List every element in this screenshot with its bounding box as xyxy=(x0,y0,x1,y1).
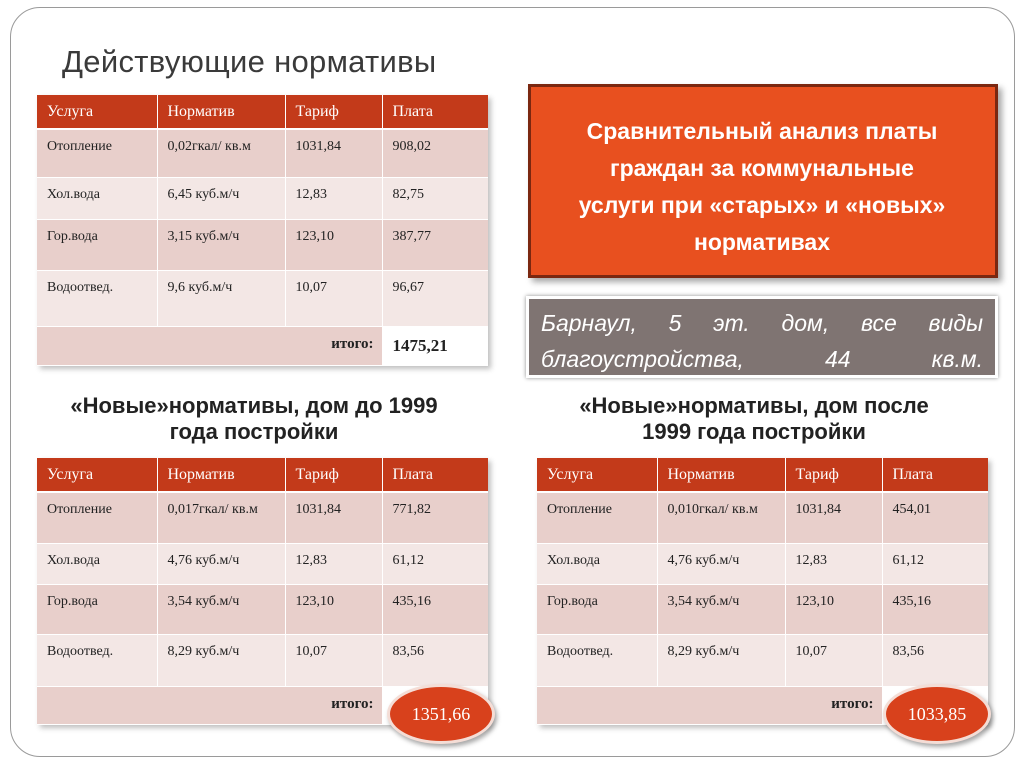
cell-tariff: 1031,84 xyxy=(285,492,382,543)
header-norm: Норматив xyxy=(657,458,785,492)
cell-service: Отопление xyxy=(37,492,157,543)
header-service: Услуга xyxy=(37,95,157,129)
cell-tariff: 12,83 xyxy=(285,543,382,584)
header-tariff: Тариф xyxy=(285,95,382,129)
cell-service: Водоотвед. xyxy=(537,634,657,686)
table-new-before-1999 xyxy=(37,458,488,725)
caption-line: года постройки xyxy=(169,419,339,444)
cell-norm: 4,76 куб.м/ч xyxy=(657,543,785,584)
header-tariff: Тариф xyxy=(785,458,882,492)
cell-tariff: 123,10 xyxy=(285,584,382,634)
cell-tariff: 10,07 xyxy=(285,634,382,686)
cell-pay: 61,12 xyxy=(882,543,988,584)
header-service: Услуга xyxy=(37,458,157,492)
info-line: нормативах xyxy=(693,229,830,255)
cell-tariff: 12,83 xyxy=(785,543,882,584)
cell-tariff: 10,07 xyxy=(785,634,882,686)
total-badge-before-1999: 1351,66 xyxy=(387,684,495,744)
cell-service: Хол.вода xyxy=(37,177,157,219)
table-row xyxy=(537,634,988,686)
table-row xyxy=(37,177,488,219)
header-norm: Норматив xyxy=(157,95,285,129)
cell-pay: 435,16 xyxy=(882,584,988,634)
analysis-info-box xyxy=(528,84,998,278)
cell-service: Отопление xyxy=(537,492,657,543)
cell-pay: 454,01 xyxy=(882,492,988,543)
cell-pay: 771,82 xyxy=(382,492,488,543)
header-pay: Плата xyxy=(882,458,988,492)
cell-tariff: 1031,84 xyxy=(285,129,382,177)
cell-norm: 0,017гкал/ кв.м xyxy=(157,492,285,543)
cell-norm: 6,45 куб.м/ч xyxy=(157,177,285,219)
caption-after-1999 xyxy=(520,393,988,445)
cell-norm: 8,29 куб.м/ч xyxy=(157,634,285,686)
caption-line: «Новые»нормативы, дом до 1999 xyxy=(70,393,438,418)
cell-norm: 9,6 куб.м/ч xyxy=(157,270,285,326)
cell-norm: 3,54 куб.м/ч xyxy=(157,584,285,634)
cell-service: Хол.вода xyxy=(37,543,157,584)
info-line: граждан за коммунальные xyxy=(610,155,914,181)
cell-pay: 83,56 xyxy=(382,634,488,686)
table-row xyxy=(37,219,488,270)
cell-tariff: 12,83 xyxy=(285,177,382,219)
cell-norm: 8,29 куб.м/ч xyxy=(657,634,785,686)
table-row xyxy=(37,492,488,543)
header-pay: Плата xyxy=(382,95,488,129)
cell-pay: 435,16 xyxy=(382,584,488,634)
cell-service: Водоотвед. xyxy=(37,634,157,686)
city-info-box xyxy=(526,296,998,378)
table-row xyxy=(537,543,988,584)
total-label: итого: xyxy=(537,686,882,724)
cell-service: Гор.вода xyxy=(37,219,157,270)
total-value: 1475,21 xyxy=(382,326,488,365)
table-row xyxy=(537,492,988,543)
cell-norm: 3,54 куб.м/ч xyxy=(657,584,785,634)
cell-tariff: 123,10 xyxy=(785,584,882,634)
city-line: Барнаул, 5 эт. дом, все виды xyxy=(541,310,983,336)
cell-service: Гор.вода xyxy=(537,584,657,634)
cell-service: Хол.вода xyxy=(537,543,657,584)
caption-before-1999 xyxy=(20,393,488,445)
table-row xyxy=(37,584,488,634)
total-badge-after-1999: 1033,85 xyxy=(883,684,991,744)
cell-norm: 3,15 куб.м/ч xyxy=(157,219,285,270)
total-label: итого: xyxy=(37,686,382,724)
table-row xyxy=(37,634,488,686)
cell-tariff: 1031,84 xyxy=(785,492,882,543)
header-pay: Плата xyxy=(382,458,488,492)
header-norm: Норматив xyxy=(157,458,285,492)
header-tariff: Тариф xyxy=(285,458,382,492)
cell-tariff: 123,10 xyxy=(285,219,382,270)
cell-pay: 387,77 xyxy=(382,219,488,270)
total-label: итого: xyxy=(37,326,382,365)
page-title: Действующие нормативы xyxy=(62,44,437,79)
caption-line: «Новые»нормативы, дом после xyxy=(579,393,929,418)
cell-pay: 96,67 xyxy=(382,270,488,326)
cell-pay: 908,02 xyxy=(382,129,488,177)
header-service: Услуга xyxy=(537,458,657,492)
cell-norm: 4,76 куб.м/ч xyxy=(157,543,285,584)
table-row xyxy=(537,584,988,634)
table-row xyxy=(37,129,488,177)
caption-line: 1999 года постройки xyxy=(642,419,866,444)
cell-service: Водоотвед. xyxy=(37,270,157,326)
cell-pay: 83,56 xyxy=(882,634,988,686)
info-line: услуги при «старых» и «новых» xyxy=(578,192,946,218)
table-current-norms xyxy=(37,95,488,366)
cell-tariff: 10,07 xyxy=(285,270,382,326)
cell-service: Гор.вода xyxy=(37,584,157,634)
cell-service: Отопление xyxy=(37,129,157,177)
city-line: благоустройства, 44 кв.м. xyxy=(541,346,983,372)
cell-pay: 82,75 xyxy=(382,177,488,219)
cell-norm: 0,02гкал/ кв.м xyxy=(157,129,285,177)
cell-pay: 61,12 xyxy=(382,543,488,584)
table-row xyxy=(37,270,488,326)
cell-norm: 0,010гкал/ кв.м xyxy=(657,492,785,543)
table-row xyxy=(37,543,488,584)
info-line: Сравнительный анализ платы xyxy=(586,118,938,144)
table-total-row xyxy=(37,326,488,365)
